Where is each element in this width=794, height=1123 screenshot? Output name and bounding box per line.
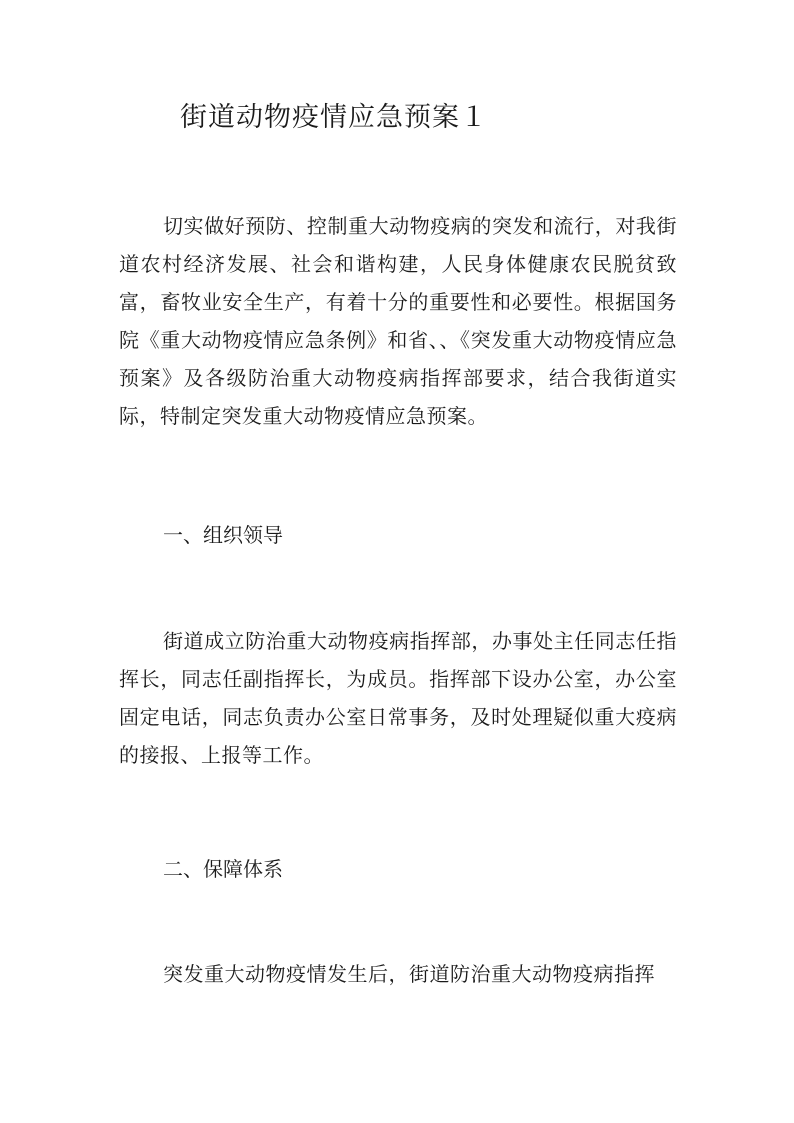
organization-paragraph: 街道成立防治重大动物疫病指挥部，办事处主任同志任指挥长，同志任副指挥长，为成员。指挥部下设办公室，办公室固定电话，同志负责办公室日常事务，及时处理疑似重大疫病的接报、上报等工作。 xyxy=(119,629,677,767)
document-title: 街道动物疫情应急预案１ xyxy=(180,102,488,133)
section-heading-support-system: 二、保障体系 xyxy=(163,857,283,881)
intro-paragraph: 切实做好预防、控制重大动物疫病的突发和流行，对我街道农村经济发展、社会和谐构建，人民身体健康农民脱贫致富，畜牧业安全生产，有着十分的重要性和必要性。根据国务院《重大动物疫情应急条例》和省、、《突发重大动物疫情应急预案》及各级防治重大动物疫病指挥部要求，结合我街道实际，特制定突发重大动物疫情应急预案。 xyxy=(119,214,677,428)
section-heading-organization: 一、组织领导 xyxy=(163,523,283,547)
support-paragraph: 突发重大动物疫情发生后，街道防治重大动物疫病指挥 xyxy=(163,962,655,986)
